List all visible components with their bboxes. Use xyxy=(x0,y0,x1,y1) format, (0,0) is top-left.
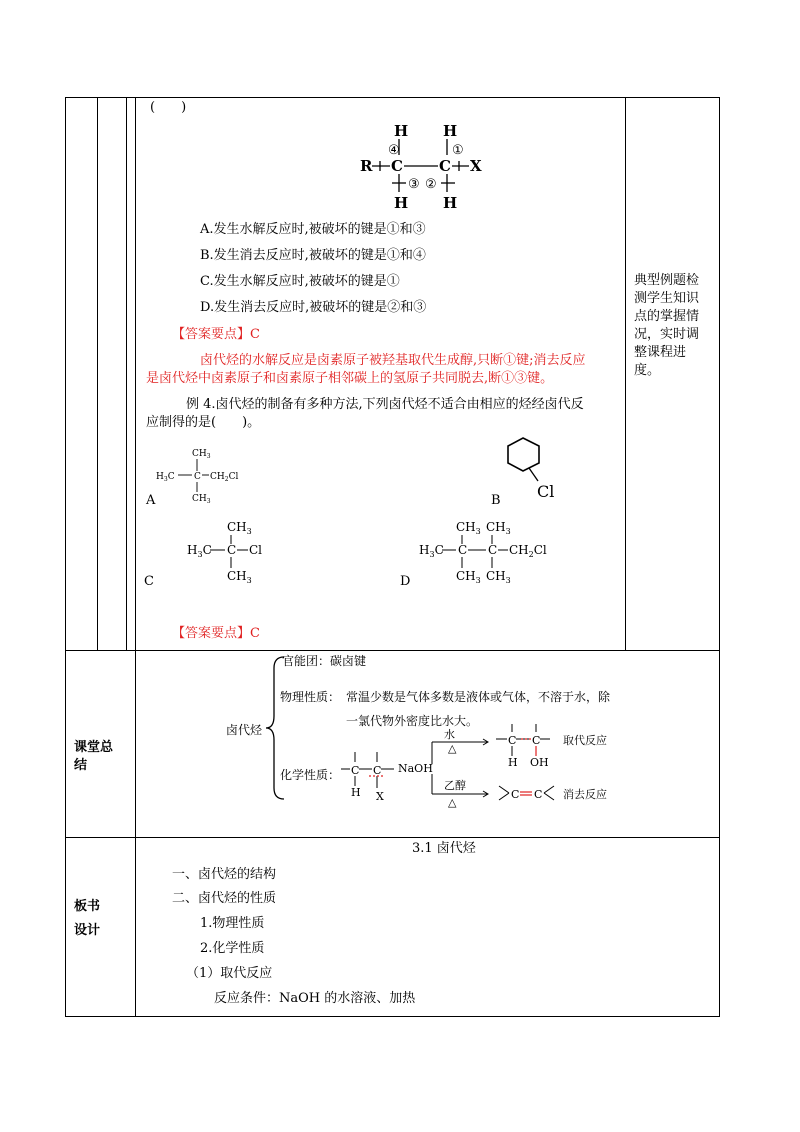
svg-text:消去反应: 消去反应 xyxy=(563,788,607,801)
svg-text:CH3: $CH_3$ xyxy=(227,520,252,536)
svg-text:H3C: $H_3C$ xyxy=(187,543,212,559)
svg-text:C: C xyxy=(488,543,498,557)
svg-text:CH3: $CH_3$ xyxy=(456,569,481,585)
svg-text:H: H xyxy=(508,756,518,769)
option-c: C.发生水解反应时,被破坏的键是① xyxy=(200,274,400,289)
svg-text:C: C xyxy=(458,543,468,557)
mindmap-physical-line-2: 一氯代物外密度比水大。 xyxy=(346,714,479,728)
svg-text:X: X xyxy=(376,790,384,803)
svg-text:CH3: $CH_3$ xyxy=(192,494,211,504)
summary-label-2: 结 xyxy=(74,758,88,773)
label-d: D xyxy=(400,574,411,589)
svg-text:△: △ xyxy=(448,796,457,809)
svg-text:C: C xyxy=(532,734,541,747)
structure-a xyxy=(150,444,260,504)
answer-key-2: 【答案要点】C xyxy=(172,626,260,641)
svg-text:C: C xyxy=(227,543,237,557)
svg-text:③: ③ xyxy=(408,177,420,192)
svg-text:Cl: Cl xyxy=(537,482,555,501)
svg-text:H: H xyxy=(394,122,409,140)
svg-text:R: R xyxy=(360,157,373,175)
mindmap-physical-line-1: 常温少数是气体多数是液体或气体，不溶于水，除 xyxy=(346,690,611,704)
svg-text:②: ② xyxy=(425,177,437,192)
svg-text:△: △ xyxy=(448,742,457,755)
svg-text:④: ④ xyxy=(388,143,400,158)
svg-text:C: C xyxy=(508,734,517,747)
mindmap-chemical-title: 化学性质： xyxy=(280,768,341,782)
explanation-line-1: 卤代烃的水解反应是卤素原子被羟基取代生成醇,只断①键;消去反应 xyxy=(200,353,586,368)
svg-text:①: ① xyxy=(452,143,464,158)
haloalkane-bond-structure xyxy=(355,118,495,218)
svg-text:C: C xyxy=(373,764,382,777)
svg-text:C: C xyxy=(534,788,543,801)
structure-c xyxy=(185,516,275,586)
example4-line-2: 应制得的是( )。 xyxy=(146,415,261,430)
svg-text:C: C xyxy=(194,472,201,482)
svg-text:H3C: $H_3C$ xyxy=(156,472,175,483)
svg-text:CH3: $CH_3$ xyxy=(486,520,511,536)
svg-text:取代反应: 取代反应 xyxy=(563,734,607,747)
svg-text:CH3: $CH_3$ xyxy=(227,569,252,585)
label-a: A xyxy=(146,493,156,508)
svg-text:CH3: $CH_3$ xyxy=(456,520,481,536)
structure-b xyxy=(500,436,560,501)
svg-text:OH: OH xyxy=(530,756,549,769)
option-a: A.发生水解反应时,被破坏的键是①和③ xyxy=(200,222,426,237)
structure-d xyxy=(418,516,588,586)
svg-text:H3C: $H_3C$ xyxy=(419,543,444,559)
board-title: 3.1 卤代烃 xyxy=(412,841,476,856)
svg-text:C: C xyxy=(439,157,451,175)
mindmap-functional-group: 官能团：碳卤键 xyxy=(282,654,367,668)
svg-text:CH3: $CH_3$ xyxy=(192,449,211,460)
answer-paren: ( ) xyxy=(150,100,187,115)
svg-text:CH2Cl: $CH_2Cl$ xyxy=(210,472,239,483)
board-design-label-1: 板书 xyxy=(74,899,101,914)
svg-text:H: H xyxy=(443,122,458,140)
answer-key-1: 【答案要点】C xyxy=(172,327,260,342)
explanation-line-2: 是卤代烃中卤素原子和卤素原子相邻碳上的氢原子共同脱去,断①③键。 xyxy=(146,371,554,386)
svg-text:水: 水 xyxy=(444,728,455,741)
svg-text:H: H xyxy=(351,786,361,799)
svg-text:C: C xyxy=(351,764,360,777)
summary-label-1: 课堂总 xyxy=(74,740,114,755)
label-c: C xyxy=(144,574,154,589)
svg-text:CH3: $CH_3$ xyxy=(486,569,511,585)
reaction-scheme xyxy=(336,722,626,822)
mindmap-root: 卤代烃 xyxy=(226,723,263,737)
label-b: B xyxy=(491,493,501,508)
board-design-label-2: 设计 xyxy=(74,923,101,938)
option-b: B.发生消去反应时,被破坏的键是①和④ xyxy=(200,248,426,263)
svg-text:CH2Cl: $CH_2Cl$ xyxy=(509,543,547,559)
svg-text:乙醇: 乙醇 xyxy=(444,779,466,792)
svg-text:C: C xyxy=(391,157,403,175)
svg-text:Cl: Cl xyxy=(249,543,263,557)
svg-text:NaOH: NaOH xyxy=(398,762,433,775)
svg-text:C: C xyxy=(511,788,520,801)
mindmap-physical-title: 物理性质： xyxy=(280,690,341,704)
svg-text:H: H xyxy=(443,194,458,212)
option-d: D.发生消去反应时,被破坏的键是②和③ xyxy=(200,300,427,315)
example4-line-1: 例 4.卤代烃的制备有多种方法,下列卤代烃不适合由相应的烃经卤代反 xyxy=(186,397,584,412)
svg-text:X: X xyxy=(470,157,482,175)
svg-text:H: H xyxy=(394,194,409,212)
